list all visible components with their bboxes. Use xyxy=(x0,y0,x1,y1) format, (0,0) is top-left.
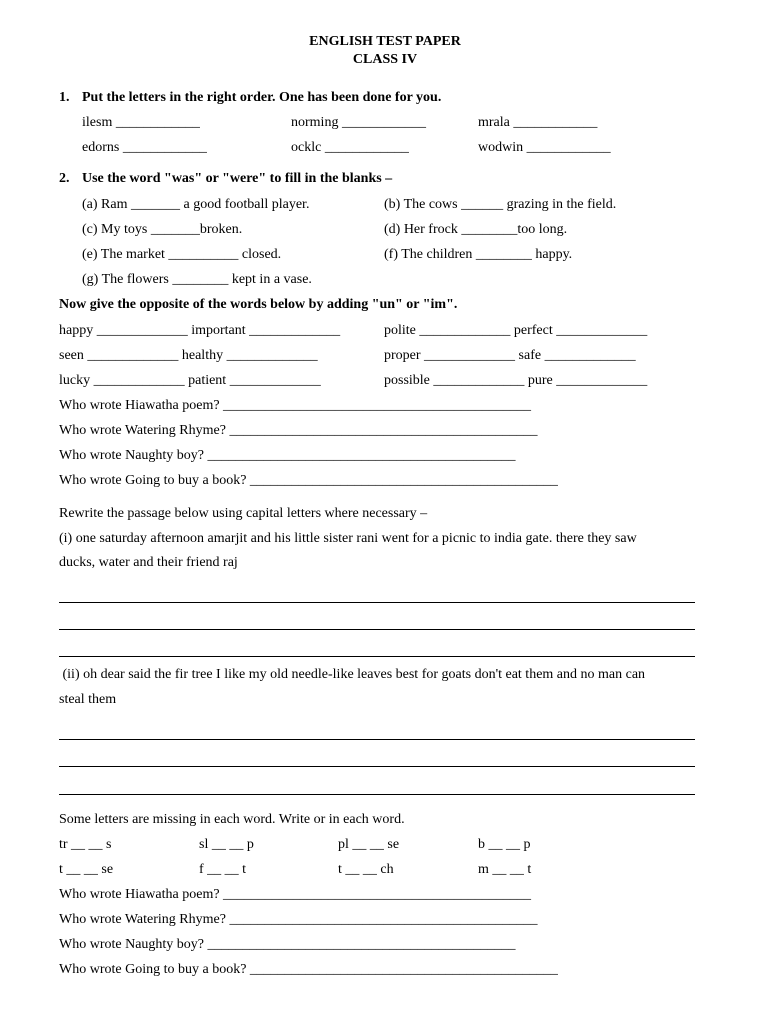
who-wrote-question: Who wrote Going to buy a book? ____________________________________________ xyxy=(59,473,558,488)
q2-item-f: (f) The children ________ happy. xyxy=(384,247,573,262)
q2-number: 2. xyxy=(59,171,70,186)
missing-letters-word: sl __ __ p xyxy=(199,837,254,852)
opposites-row: possible _____________ pure _____________ xyxy=(384,373,648,388)
page-subtitle: CLASS IV xyxy=(352,52,418,67)
passage-1-line: ducks, water and their friend raj xyxy=(59,555,238,570)
page-title: ENGLISH TEST PAPER xyxy=(309,34,461,49)
missing-letters-instruction: Some letters are missing in each word. Write or in each word. xyxy=(59,812,405,827)
passage-1-line: (i) one saturday afternoon amarjit and his little sister rani went for a picnic to india gate. there they saw xyxy=(59,531,637,546)
answer-line xyxy=(59,794,695,795)
who-wrote-question: Who wrote Watering Rhyme? ____________________________________________ xyxy=(59,423,538,438)
missing-letters-word: tr __ __ s xyxy=(59,837,112,852)
missing-letters-word: m __ __ t xyxy=(478,862,532,877)
answer-line xyxy=(59,602,695,603)
q1-word: mrala ____________ xyxy=(478,115,598,130)
missing-letters-word: t __ __ se xyxy=(59,862,114,877)
opposites-row: happy _____________ important _____________ xyxy=(59,323,341,338)
opposites-row: lucky _____________ patient _____________ xyxy=(59,373,321,388)
missing-letters-word: f __ __ t xyxy=(199,862,247,877)
q2-item-d: (d) Her frock ________too long. xyxy=(384,222,568,237)
who-wrote-question: Who wrote Naughty boy? ____________________________________________ xyxy=(59,937,516,952)
q2-item-b: (b) The cows ______ grazing in the field. xyxy=(384,197,617,212)
q1-instruction: Put the letters in the right order. One has been done for you. xyxy=(82,90,442,105)
q2-item-c: (c) My toys _______broken. xyxy=(82,222,243,237)
passage-2-line: steal them xyxy=(59,692,117,707)
answer-line xyxy=(59,656,695,657)
q2-item-e: (e) The market __________ closed. xyxy=(82,247,282,262)
who-wrote-question: Who wrote Watering Rhyme? ____________________________________________ xyxy=(59,912,538,927)
answer-line xyxy=(59,766,695,767)
q2-instruction: Use the word "was" or "were" to fill in the blanks – xyxy=(82,171,393,186)
answer-line xyxy=(59,629,695,630)
q1-number: 1. xyxy=(59,90,70,105)
q2-item-a: (a) Ram _______ a good football player. xyxy=(82,197,310,212)
missing-letters-word: pl __ __ se xyxy=(338,837,400,852)
who-wrote-question: Who wrote Hiawatha poem? ____________________________________________ xyxy=(59,887,532,902)
who-wrote-question: Who wrote Going to buy a book? ____________________________________________ xyxy=(59,962,558,977)
who-wrote-question: Who wrote Naughty boy? ____________________________________________ xyxy=(59,448,516,463)
q1-word: ilesm ____________ xyxy=(82,115,200,130)
q1-word: norming ____________ xyxy=(291,115,426,130)
rewrite-instruction: Rewrite the passage below using capital letters where necessary – xyxy=(59,506,428,521)
answer-line xyxy=(59,739,695,740)
q2-item-g: (g) The flowers ________ kept in a vase. xyxy=(82,272,312,287)
missing-letters-word: b __ __ p xyxy=(478,837,531,852)
opposites-instruction: Now give the opposite of the words below by adding "un" or "im". xyxy=(59,297,458,312)
q1-word: ocklc ____________ xyxy=(291,140,409,155)
who-wrote-question: Who wrote Hiawatha poem? ____________________________________________ xyxy=(59,398,532,413)
opposites-row: seen _____________ healthy _____________ xyxy=(59,348,318,363)
opposites-row: proper _____________ safe _____________ xyxy=(384,348,636,363)
q1-word: wodwin ____________ xyxy=(478,140,611,155)
opposites-row: polite _____________ perfect _____________ xyxy=(384,323,648,338)
missing-letters-word: t __ __ ch xyxy=(338,862,394,877)
q1-word: edorns ____________ xyxy=(82,140,207,155)
passage-2-line: (ii) oh dear said the fir tree I like my old needle-like leaves best for goats don't eat them and no man can xyxy=(59,667,646,682)
